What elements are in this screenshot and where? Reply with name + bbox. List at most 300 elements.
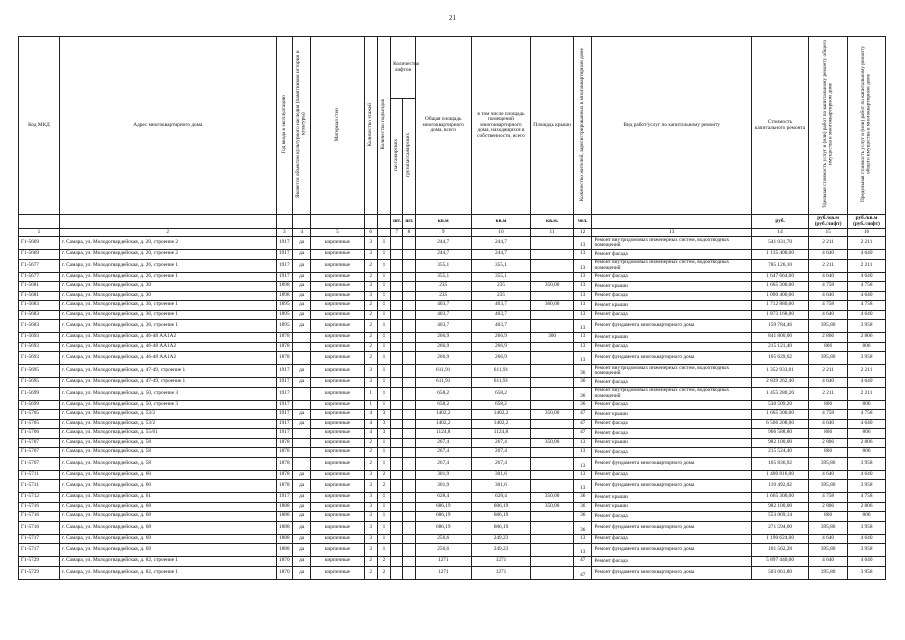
lifts-passenger-cell xyxy=(391,438,403,448)
year-cell: 1917 xyxy=(276,400,292,410)
cost-cell: 1 665 300,00 xyxy=(751,493,808,503)
lifts-cargo-cell xyxy=(403,259,415,272)
entrances-cell: 1 xyxy=(377,237,390,250)
address-cell: г. Самара, ул. Молодогвардейская, д. 60 xyxy=(59,480,276,493)
address-cell: г. Самара, ул. Молодогвардейская, д. 53/2 xyxy=(59,410,276,420)
year-cell: 1895 xyxy=(276,310,292,320)
roof-area-cell xyxy=(531,534,574,544)
lifts-passenger-cell xyxy=(391,457,403,470)
total-area-cell: 403,7 xyxy=(415,310,471,320)
lifts-cargo-cell xyxy=(403,378,415,388)
lifts-cargo-cell xyxy=(403,566,415,579)
lifts-passenger-cell xyxy=(391,429,403,439)
cost-cell: 530 509,20 xyxy=(751,400,808,410)
lifts-passenger-cell xyxy=(391,237,403,250)
roof-area-cell xyxy=(531,557,574,567)
roof-area-cell xyxy=(531,320,574,333)
table-row xyxy=(19,387,886,400)
heritage-cell: да xyxy=(292,378,310,388)
owned-area-cell: 301,6 xyxy=(471,480,530,493)
unit-max-cost: руб./кв.м (руб./лифт) xyxy=(848,215,886,229)
residents-cell: 13 xyxy=(574,333,592,343)
roof-area-cell: 350,00 xyxy=(531,282,574,292)
entrances-cell: 1 xyxy=(377,310,390,320)
code-cell: Г1-5699 xyxy=(19,387,60,400)
heritage-cell xyxy=(292,448,310,458)
entrances-cell: 1 xyxy=(377,320,390,333)
year-cell: 1917 xyxy=(276,493,292,503)
owned-area-cell: 355,1 xyxy=(471,259,530,272)
entrances-cell: 1 xyxy=(377,259,390,272)
residents-cell: 13 xyxy=(574,237,592,250)
year-cell: 1878 xyxy=(276,333,292,343)
floors-cell: 1 xyxy=(364,400,377,410)
work-type-cell: Ремонт фасада xyxy=(592,448,751,458)
lifts-passenger-cell xyxy=(391,342,403,352)
work-type-cell: Ремонт фасада xyxy=(592,429,751,439)
entrances-cell: 2 xyxy=(377,566,390,579)
roof-area-cell: 350,00 xyxy=(531,493,574,503)
cost-cell: 119 492,02 xyxy=(751,480,808,493)
roof-area-cell xyxy=(531,512,574,522)
address-cell: г. Самара, ул. Молодогвардейская, д. 30 xyxy=(59,291,276,301)
cost-cell: 1 352 933,01 xyxy=(751,365,808,378)
cost-cell: 1 873 168,00 xyxy=(751,310,808,320)
unit-cost-cell: 4 758 xyxy=(809,282,848,292)
residents-cell: 36 xyxy=(574,400,592,410)
heritage-cell: да xyxy=(292,502,310,512)
max-cost-cell: 2 806 xyxy=(848,502,886,512)
lifts-cargo-cell xyxy=(403,237,415,250)
header-address: Адрес многоквартирного дома xyxy=(59,37,276,215)
lifts-passenger-cell xyxy=(391,259,403,272)
heritage-cell xyxy=(292,429,310,439)
total-area-cell: 256,6 xyxy=(415,534,471,544)
year-cell: 1878 xyxy=(276,352,292,365)
code-cell: Г1-5705 xyxy=(19,419,60,429)
max-cost-cell: 4 640 xyxy=(848,470,886,480)
work-type-cell: Ремонт крыши xyxy=(592,333,751,343)
lifts-cargo-cell xyxy=(403,301,415,311)
floors-cell: 3 xyxy=(364,544,377,557)
floors-cell: 2 xyxy=(364,438,377,448)
owned-area-cell: 244,7 xyxy=(471,237,530,250)
lifts-cargo-cell xyxy=(403,521,415,534)
owned-area-cell: 628,4 xyxy=(471,493,530,503)
owned-area-cell: 267,4 xyxy=(471,448,530,458)
table-body xyxy=(19,237,886,580)
lifts-cargo-cell xyxy=(403,272,415,282)
cost-cell: 101 562,28 xyxy=(751,544,808,557)
unit-cost-cell: 4 640 xyxy=(809,250,848,260)
owned-area-cell: 658,2 xyxy=(471,400,530,410)
residents-cell: 36 xyxy=(574,365,592,378)
table-row xyxy=(19,342,886,352)
lifts-passenger-cell xyxy=(391,291,403,301)
capital-repair-table xyxy=(18,36,886,580)
entrances-cell: 1 xyxy=(377,250,390,260)
total-area-cell: 267,4 xyxy=(415,438,471,448)
lifts-cargo-cell xyxy=(403,429,415,439)
material-cell: кирпичные xyxy=(311,301,364,311)
table-row xyxy=(19,310,886,320)
cost-cell: 541 031,70 xyxy=(751,237,808,250)
residents-cell: 47 xyxy=(574,566,592,579)
lifts-passenger-cell xyxy=(391,534,403,544)
code-cell: Г1-5729 xyxy=(19,566,60,579)
table-row xyxy=(19,534,886,544)
address-cell: г. Самара, ул. Молодогвардейская, д. 36, строение 1 xyxy=(59,301,276,311)
roof-area-cell: 350,00 xyxy=(531,438,574,448)
residents-cell: 47 xyxy=(574,429,592,439)
work-type-cell: Ремонт внутридомовых инженерных систем, водоотводных помещений xyxy=(592,387,751,400)
max-cost-cell: 2 211 xyxy=(848,365,886,378)
code-cell: Г1-5695 xyxy=(19,378,60,388)
address-cell: г. Самара, ул. Молодогвардейская, д. 30 xyxy=(59,282,276,292)
heritage-cell: да xyxy=(292,365,310,378)
lifts-cargo-cell xyxy=(403,512,415,522)
total-area-cell: 266,9 xyxy=(415,333,471,343)
code-cell: Г1-5705 xyxy=(19,410,60,420)
code-cell: Г1-5717 xyxy=(19,544,60,557)
material-cell: кирпичные xyxy=(311,470,364,480)
material-cell: кирпичные xyxy=(311,448,364,458)
residents-cell: 36 xyxy=(574,387,592,400)
year-cell: 1870 xyxy=(276,557,292,567)
roof-area-cell xyxy=(531,342,574,352)
owned-area-cell: 403,7 xyxy=(471,310,530,320)
year-cell: 1878 xyxy=(276,438,292,448)
code-cell: Г1-5693 xyxy=(19,352,60,365)
owned-area-cell: 403,7 xyxy=(471,301,530,311)
roof-area-cell xyxy=(531,250,574,260)
max-cost-cell: 3 958 xyxy=(848,457,886,470)
address-cell: г. Самара, ул. Молодогвардейская, д. 50, строение 3 xyxy=(59,400,276,410)
entrances-cell: 1 xyxy=(377,544,390,557)
work-type-cell: Ремонт фасада xyxy=(592,291,751,301)
year-cell: 1917 xyxy=(276,272,292,282)
code-cell: Г1-5677 xyxy=(19,259,60,272)
entrances-cell: 1 xyxy=(377,457,390,470)
owned-area-cell: 355,1 xyxy=(471,272,530,282)
floors-cell: 3 xyxy=(364,250,377,260)
material-cell: кирпичные xyxy=(311,480,364,493)
total-area-cell: 1271 xyxy=(415,557,471,567)
total-area-cell: 686,19 xyxy=(415,512,471,522)
total-area-cell: 1402,2 xyxy=(415,419,471,429)
lifts-cargo-cell xyxy=(403,352,415,365)
table-row xyxy=(19,544,886,557)
column-number: 3 xyxy=(276,229,292,237)
floors-cell: 3 xyxy=(364,480,377,493)
residents-cell: 13 xyxy=(574,544,592,557)
floors-cell: 4 xyxy=(364,429,377,439)
year-cell: 1917 xyxy=(276,429,292,439)
owned-area-cell: 235 xyxy=(471,291,530,301)
year-cell: 1888 xyxy=(276,544,292,557)
heritage-cell xyxy=(292,387,310,400)
table-row xyxy=(19,521,886,534)
max-cost-cell: 4 758 xyxy=(848,410,886,420)
floors-cell: 4 xyxy=(364,410,377,420)
max-cost-cell: 3 958 xyxy=(848,480,886,493)
unit-cost-cell: 806 xyxy=(809,448,848,458)
year-cell: 1917 xyxy=(276,259,292,272)
lifts-cargo-cell xyxy=(403,493,415,503)
cost-cell: 1 400 816,00 xyxy=(751,470,808,480)
work-type-cell: Ремонт фасада xyxy=(592,378,751,388)
table-row xyxy=(19,352,886,365)
cost-cell: 906 588,80 xyxy=(751,429,808,439)
material-cell: кирпичные xyxy=(311,429,364,439)
heritage-cell: да xyxy=(292,250,310,260)
total-area-cell: 1271 xyxy=(415,566,471,579)
lifts-passenger-cell xyxy=(391,512,403,522)
header-lifts-passenger: пассажирских xyxy=(391,99,403,215)
lifts-cargo-cell xyxy=(403,387,415,400)
owned-area-cell: 266,9 xyxy=(471,352,530,365)
max-cost-cell: 4 758 xyxy=(848,493,886,503)
roof-area-cell xyxy=(531,470,574,480)
unit-cost-cell: 806 xyxy=(809,342,848,352)
roof-area-cell xyxy=(531,544,574,557)
cost-cell: 841 800,00 xyxy=(751,333,808,343)
column-number-row xyxy=(19,229,886,237)
entrances-cell: 1 xyxy=(377,365,390,378)
work-type-cell: Ремонт фундамента многоквартирного дома xyxy=(592,480,751,493)
total-area-cell: 244,7 xyxy=(415,250,471,260)
residents-cell: 47 xyxy=(574,557,592,567)
max-cost-cell: 3 958 xyxy=(848,521,886,534)
heritage-cell: да xyxy=(292,301,310,311)
lifts-passenger-cell xyxy=(391,448,403,458)
header-heritage: Является объектом культурного наследия (памятником истории и культуры) xyxy=(292,37,310,215)
roof-area-cell xyxy=(531,521,574,534)
residents-cell: 13 xyxy=(574,301,592,311)
table-row xyxy=(19,419,886,429)
owned-area-cell: 686,19 xyxy=(471,521,530,534)
entrances-cell: 1 xyxy=(377,291,390,301)
total-area-cell: 658,2 xyxy=(415,400,471,410)
year-cell: 1917 xyxy=(276,250,292,260)
year-cell: 1888 xyxy=(276,534,292,544)
column-number: 2 xyxy=(59,229,276,237)
total-area-cell: 266,9 xyxy=(415,352,471,365)
floors-cell: 2 xyxy=(364,333,377,343)
year-cell: 1917 xyxy=(276,419,292,429)
max-cost-cell: 4 640 xyxy=(848,291,886,301)
total-area-cell: 403,7 xyxy=(415,320,471,333)
heritage-cell: да xyxy=(292,410,310,420)
material-cell: кирпичные xyxy=(311,512,364,522)
material-cell: кирпичные xyxy=(311,333,364,343)
heritage-cell: да xyxy=(292,419,310,429)
address-cell: г. Самара, ул. Молодогвардейская, д. 58 xyxy=(59,457,276,470)
lifts-cargo-cell xyxy=(403,544,415,557)
page-number: 21 xyxy=(449,14,456,22)
work-type-cell: Ремонт фасада xyxy=(592,272,751,282)
table-row xyxy=(19,480,886,493)
work-type-cell: Ремонт фасада xyxy=(592,470,751,480)
cost-cell: 2 839 262,40 xyxy=(751,378,808,388)
lifts-cargo-cell xyxy=(403,448,415,458)
year-cell: 1878 xyxy=(276,457,292,470)
residents-cell: 13 xyxy=(574,310,592,320)
heritage-cell: да xyxy=(292,534,310,544)
unit-cost-cell: 395,80 xyxy=(809,544,848,557)
year-cell: 1917 xyxy=(276,365,292,378)
table-row xyxy=(19,438,886,448)
cost-cell: 1 665 300,00 xyxy=(751,282,808,292)
max-cost-cell: 2 211 xyxy=(848,259,886,272)
cost-cell: 105 639,02 xyxy=(751,352,808,365)
table-row xyxy=(19,502,886,512)
header-unit-cost: Удельная стоимость услуг и (или) работ по капитальному ремонту общего имущества в многоквартирном доме xyxy=(809,37,848,215)
unit-unit-cost: руб./кв.м (руб./лифт) xyxy=(809,215,848,229)
unit-cost: руб. xyxy=(751,215,808,229)
material-cell: кирпичные xyxy=(311,272,364,282)
unit-cost-cell: 806 xyxy=(809,512,848,522)
material-cell: кирпичные xyxy=(311,237,364,250)
lifts-passenger-cell xyxy=(391,419,403,429)
residents-cell: 13 xyxy=(574,342,592,352)
total-area-cell: 355,1 xyxy=(415,272,471,282)
material-cell: кирпичные xyxy=(311,419,364,429)
work-type-cell: Ремонт фасада xyxy=(592,342,751,352)
year-cell: 1878 xyxy=(276,448,292,458)
code-cell: Г1-5677 xyxy=(19,272,60,282)
unit-cost-cell: 395,80 xyxy=(809,566,848,579)
floors-cell: 3 xyxy=(364,378,377,388)
entrances-cell: 1 xyxy=(377,493,390,503)
max-cost-cell: 4 640 xyxy=(848,250,886,260)
lifts-passenger-cell xyxy=(391,310,403,320)
address-cell: г. Самара, ул. Молодогвардейская, д. 46-48 АА1А2 xyxy=(59,333,276,343)
unit-cost-cell: 4 758 xyxy=(809,410,848,420)
material-cell: кирпичные xyxy=(311,250,364,260)
unit-cost-cell: 4 640 xyxy=(809,557,848,567)
max-cost-cell: 3 958 xyxy=(848,320,886,333)
material-cell: кирпичные xyxy=(311,521,364,534)
max-cost-cell: 4 758 xyxy=(848,282,886,292)
lifts-passenger-cell xyxy=(391,272,403,282)
work-type-cell: Ремонт внутридомовых инженерных систем, водоотводных помещений xyxy=(592,237,751,250)
table-row xyxy=(19,333,886,343)
cost-cell: 105 836,92 xyxy=(751,457,808,470)
roof-area-cell xyxy=(531,272,574,282)
year-cell: 1888 xyxy=(276,502,292,512)
floors-cell: 2 xyxy=(364,272,377,282)
header-work-type: Вид работ/услуг по капитальному ремонту xyxy=(592,37,751,215)
total-area-cell: 235 xyxy=(415,291,471,301)
total-area-cell: 611,91 xyxy=(415,365,471,378)
lifts-passenger-cell xyxy=(391,250,403,260)
cost-cell: 1 090 400,00 xyxy=(751,291,808,301)
heritage-cell: да xyxy=(292,320,310,333)
unit-cost-cell: 806 xyxy=(809,429,848,439)
column-number: 1 xyxy=(19,229,60,237)
entrances-cell: 2 xyxy=(377,557,390,567)
address-cell: г. Самара, ул. Молодогвардейская, д. 69 xyxy=(59,534,276,544)
code-cell: Г1-5712 xyxy=(19,493,60,503)
lifts-cargo-cell xyxy=(403,320,415,333)
material-cell: кирпичные xyxy=(311,378,364,388)
heritage-cell xyxy=(292,400,310,410)
column-number: 9 xyxy=(415,229,471,237)
owned-area-cell: 1402,2 xyxy=(471,410,530,420)
address-cell: г. Самара, ул. Молодогвардейская, д. 46-48 АА1А2 xyxy=(59,352,276,365)
address-cell: г. Самара, ул. Молодогвардейская, д. 47-49, строение 1 xyxy=(59,365,276,378)
cost-cell: 159 784,46 xyxy=(751,320,808,333)
residents-cell: 36 xyxy=(574,378,592,388)
code-cell: Г1-5669 xyxy=(19,237,60,250)
unit-total-area: кв.м xyxy=(415,215,471,229)
residents-cell: 13 xyxy=(574,259,592,272)
entrances-cell: 1 xyxy=(377,272,390,282)
unit-cost-cell: 4 758 xyxy=(809,301,848,311)
unit-cost-cell: 4 640 xyxy=(809,310,848,320)
owned-area-cell: 244,7 xyxy=(471,250,530,260)
table-row xyxy=(19,400,886,410)
unit-cost-cell: 2 211 xyxy=(809,237,848,250)
header-cost: Стоимость капитального ремонта xyxy=(751,37,808,215)
address-cell: г. Самара, ул. Молодогвардейская, д. 69 xyxy=(59,544,276,557)
work-type-cell: Ремонт фундамента многоквартирного дома xyxy=(592,352,751,365)
lifts-cargo-cell xyxy=(403,365,415,378)
material-cell: кирпичные xyxy=(311,259,364,272)
unit-owned-area: кв.м xyxy=(471,215,530,229)
residents-cell: 47 xyxy=(574,410,592,420)
work-type-cell: Ремонт крыши xyxy=(592,301,751,311)
roof-area-cell xyxy=(531,259,574,272)
roof-area-cell xyxy=(531,448,574,458)
address-cell: г. Самара, ул. Молодогвардейская, д. 53/2 xyxy=(59,419,276,429)
code-cell: Г1-5716 xyxy=(19,512,60,522)
max-cost-cell: 4 640 xyxy=(848,534,886,544)
residents-cell: 36 xyxy=(574,512,592,522)
unit-cost-cell: 4 640 xyxy=(809,419,848,429)
heritage-cell xyxy=(292,342,310,352)
lifts-passenger-cell xyxy=(391,301,403,311)
max-cost-cell: 2 211 xyxy=(848,237,886,250)
roof-area-cell: 300 xyxy=(531,333,574,343)
lifts-passenger-cell xyxy=(391,470,403,480)
max-cost-cell: 3 958 xyxy=(848,566,886,579)
table-row xyxy=(19,470,886,480)
address-cell: г. Самара, ул. Молодогвардейская, д. 47-49, строение 1 xyxy=(59,378,276,388)
owned-area-cell: 1402,2 xyxy=(471,419,530,429)
heritage-cell: да xyxy=(292,521,310,534)
material-cell: кирпичные xyxy=(311,566,364,579)
roof-area-cell xyxy=(531,365,574,378)
lifts-passenger-cell xyxy=(391,493,403,503)
cost-cell: 503 061,80 xyxy=(751,566,808,579)
residents-cell: 13 xyxy=(574,480,592,493)
work-type-cell: Ремонт фасада xyxy=(592,310,751,320)
work-type-cell: Ремонт фасада xyxy=(592,557,751,567)
address-cell: г. Самара, ул. Молодогвардейская, д. 20, строение 2 xyxy=(59,237,276,250)
lifts-passenger-cell xyxy=(391,365,403,378)
address-cell: г. Самара, ул. Молодогвардейская, д. 20, строение 2 xyxy=(59,250,276,260)
floors-cell: 3 xyxy=(364,365,377,378)
residents-cell: 13 xyxy=(574,352,592,365)
heritage-cell: да xyxy=(292,557,310,567)
unit-cost-cell: 2 806 xyxy=(809,438,848,448)
lifts-passenger-cell xyxy=(391,282,403,292)
code-cell: Г1-5717 xyxy=(19,534,60,544)
owned-area-cell: 686,19 xyxy=(471,502,530,512)
lifts-passenger-cell xyxy=(391,502,403,512)
